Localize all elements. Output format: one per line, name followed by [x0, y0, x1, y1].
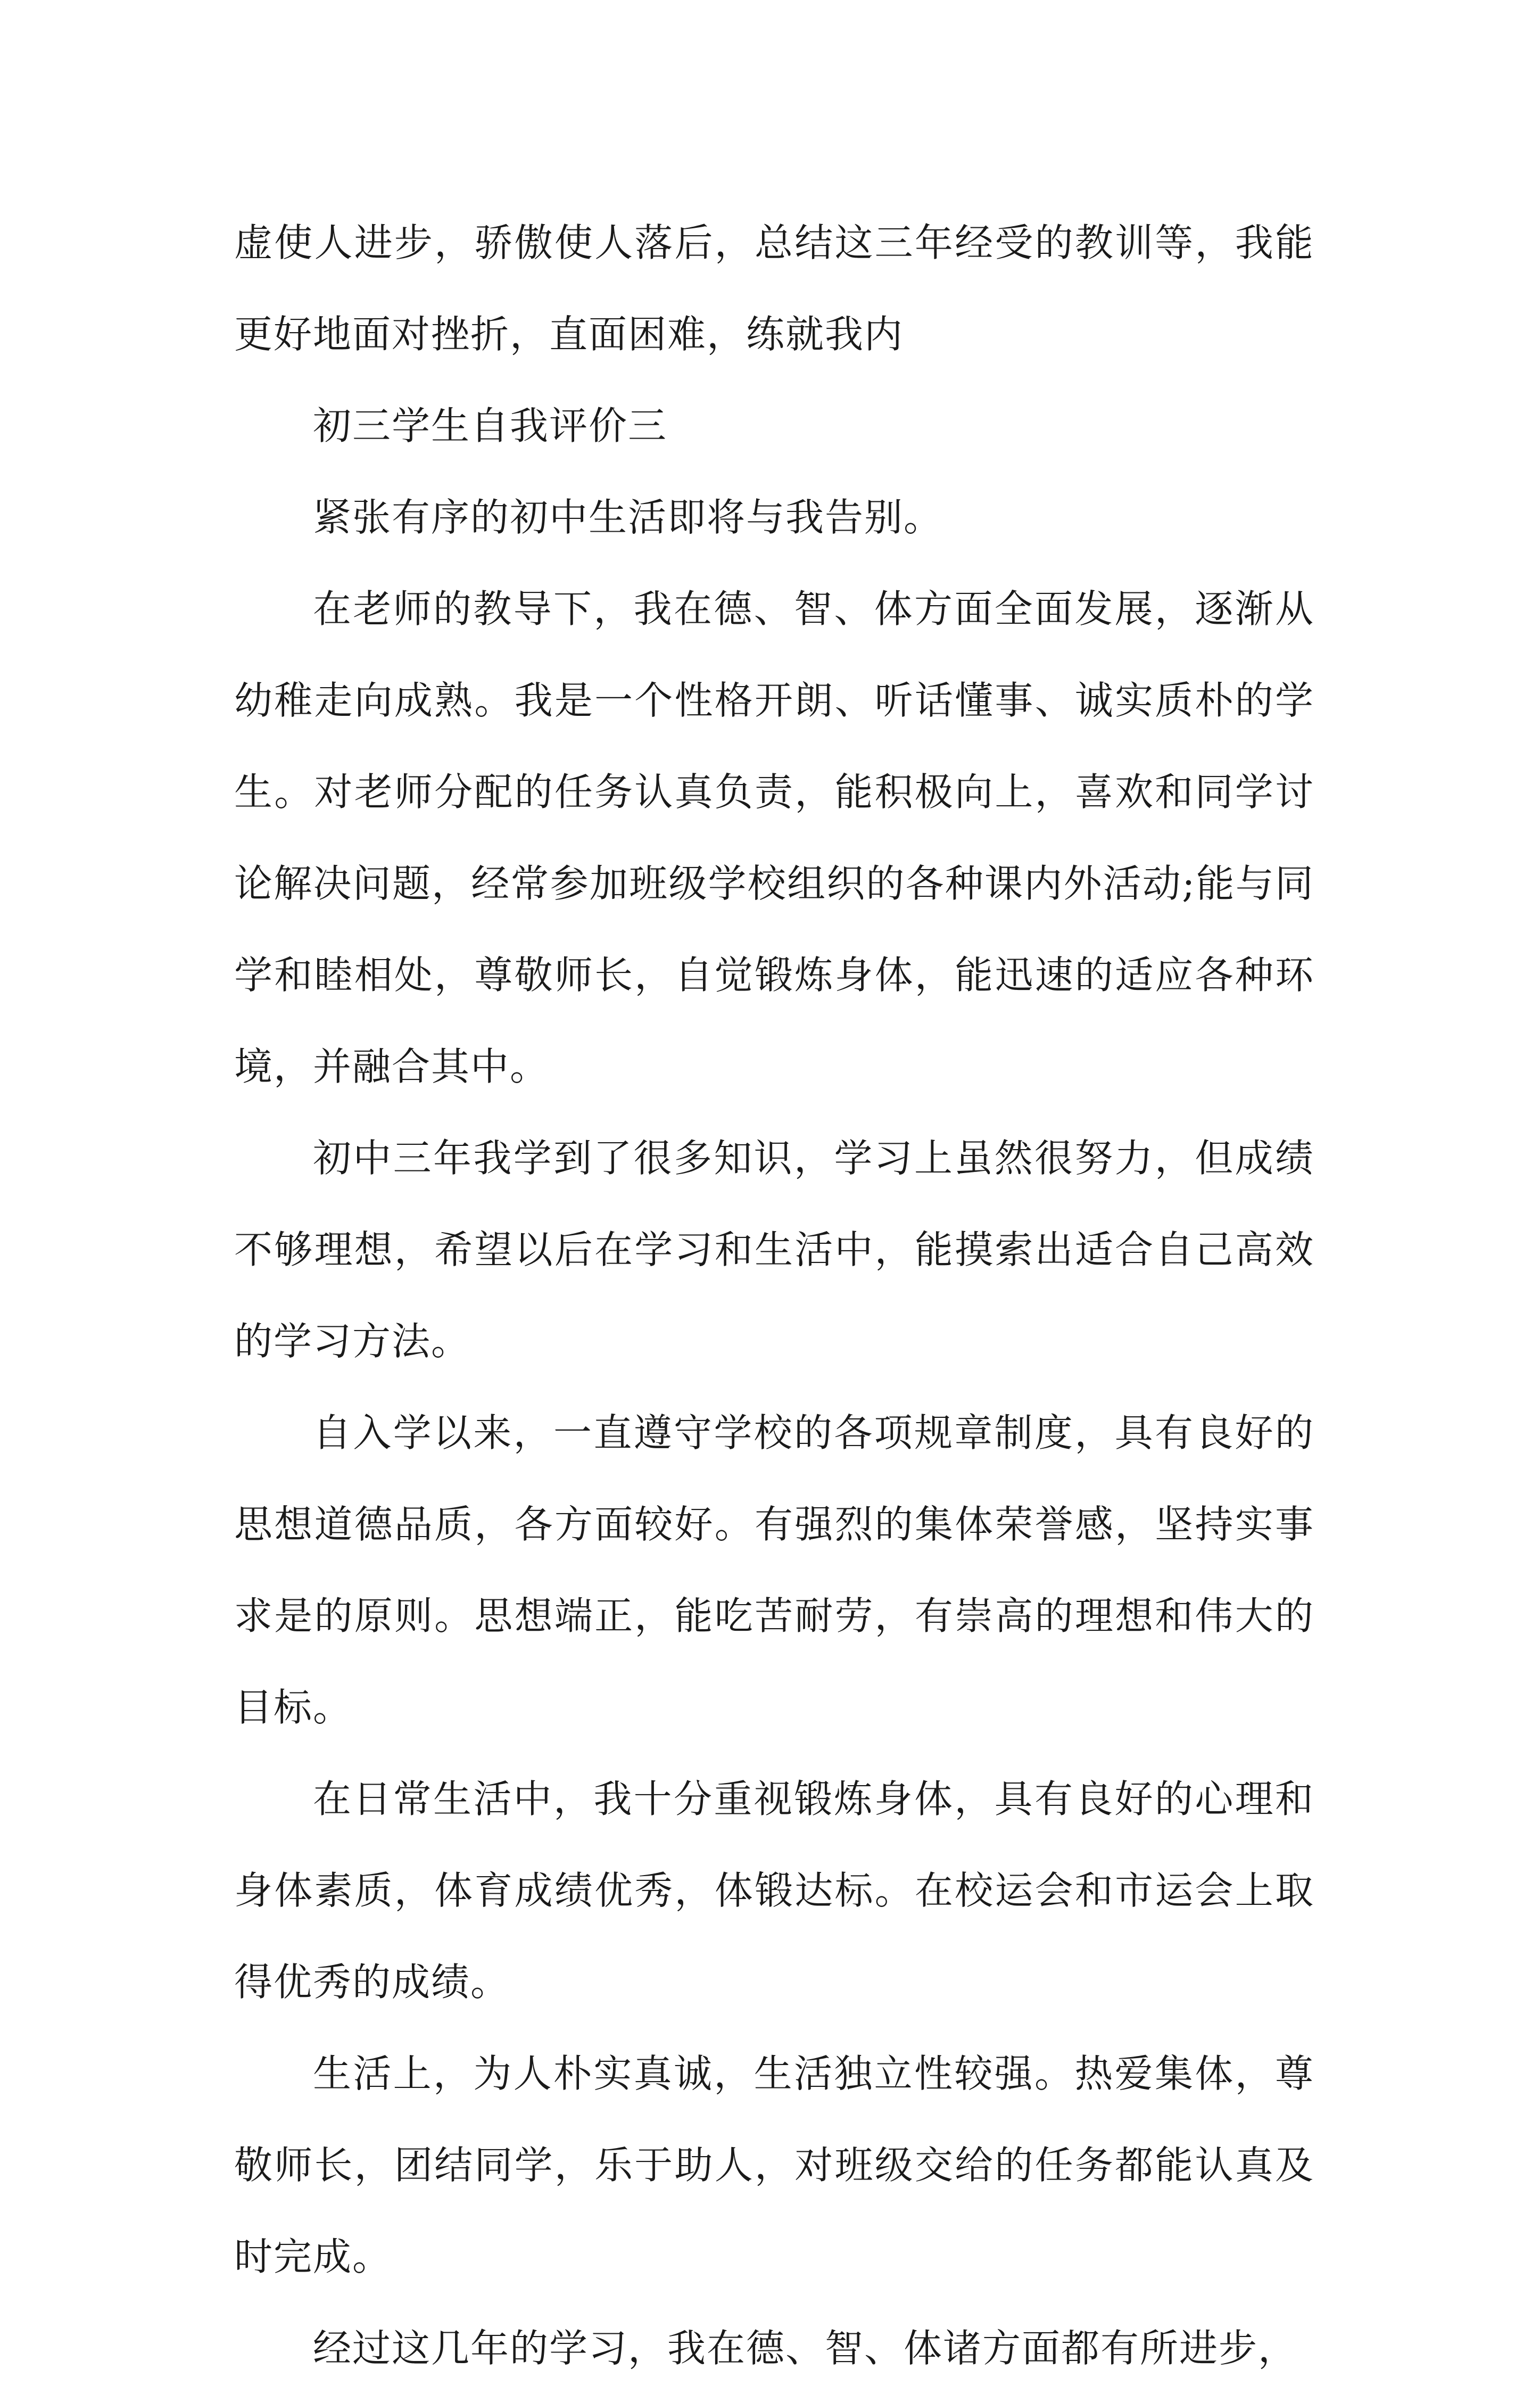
paragraph-life: 生活上，为人朴实真诚，生活独立性较强。热爱集体，尊敬师长，团结同学，乐于助人，对班级交给的任务都能认真及时完成。 [234, 2051, 1314, 2279]
paragraph-intro: 紧张有序的初中生活即将与我告别。 [313, 495, 943, 540]
paragraph-development: 在老师的教导下，我在德、智、体方面全面发展，逐渐从幼稚走向成熟。我是一个性格开朗、听话懂事、诚实质朴的学生。对老师分配的任务认真负责，能积极向上，喜欢和同学讨论解决问题，经常参加班级学校组织的各种课内外活动;能与同学和睦相处，尊敬师长，自觉锻炼身体，能迅速的适应各种环境，并融合其中。 [234, 587, 1314, 1089]
paragraph-health: 在日常生活中，我十分重视锻炼身体，具有良好的心理和身体素质，体育成绩优秀，体锻达标。在校运会和市运会上取得优秀的成绩。 [234, 1777, 1314, 2004]
paragraph-summary: 经过这几年的学习，我在德、智、体诸方面都有所进步， [313, 2326, 1298, 2371]
paragraph-continued: 虚使人进步，骄傲使人落后，总结这三年经受的教训等，我能更好地面对挫折，直面困难，练就我内 [234, 220, 1314, 357]
paragraph-discipline: 自入学以来，一直遵守学校的各项规章制度，具有良好的思想道德品质，各方面较好。有强烈的集体荣誉感，坚持实事求是的原则。思想端正，能吃苦耐劳，有崇高的理想和伟大的目标。 [234, 1410, 1314, 1730]
paragraph-study: 初中三年我学到了很多知识，学习上虽然很努力，但成绩不够理想，希望以后在学习和生活中，能摸索出适合自己高效的学习方法。 [234, 1136, 1314, 1364]
document-body [234, 197, 1314, 2394]
section-heading: 初三学生自我评价三 [313, 403, 668, 448]
